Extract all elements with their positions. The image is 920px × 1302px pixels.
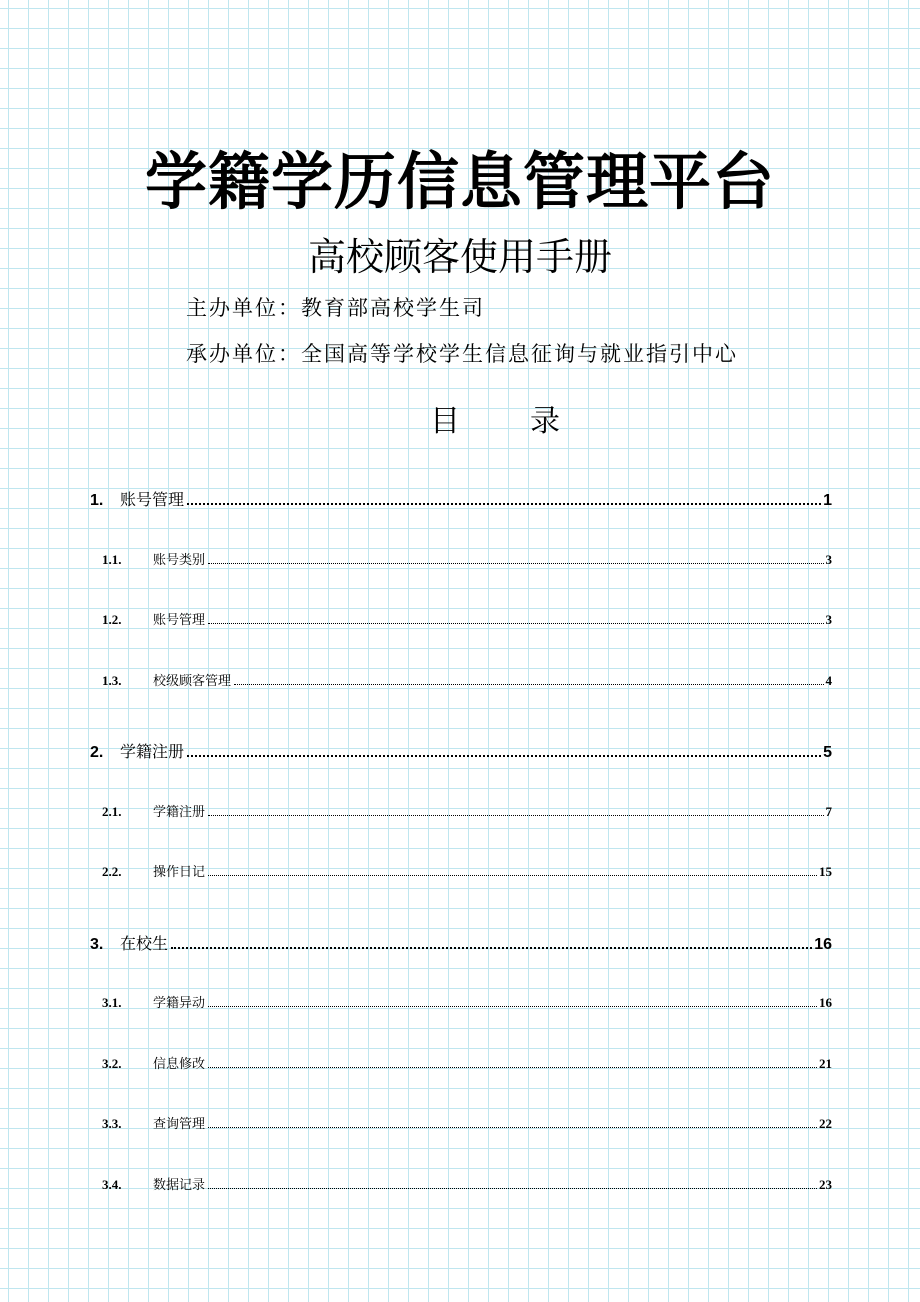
toc-entry-page: 3 — [825, 612, 832, 627]
toc-entry-page: 7 — [825, 804, 832, 819]
toc-entry-number: 3.1. — [102, 995, 122, 1010]
toc-entry-page: 22 — [819, 1116, 832, 1131]
toc-entry-page: 15 — [819, 864, 832, 879]
toc-entry[interactable] — [102, 992, 832, 1011]
toc-entry-label: 校级顾客管理 — [153, 674, 232, 689]
toc-dot-leader — [208, 1127, 817, 1128]
toc-dot-leader — [208, 623, 823, 624]
toc-entry-label: 学籍注册 — [120, 742, 185, 761]
toc-entry-label: 账号类别 — [153, 553, 206, 568]
toc-dot-leader — [234, 684, 823, 685]
toc-entry-page: 4 — [825, 673, 832, 688]
toc-dot-leader — [208, 875, 817, 876]
toc-heading — [430, 396, 560, 440]
toc-entry-number: 2. — [90, 744, 104, 761]
toc-entry-label: 查询管理 — [153, 1117, 206, 1132]
toc-entry-label: 信息修改 — [153, 1057, 206, 1072]
toc-dot-leader — [208, 1067, 817, 1068]
toc-entry[interactable] — [102, 861, 832, 880]
toc-dot-leader — [187, 755, 821, 757]
toc-entry[interactable] — [102, 670, 832, 689]
toc-entry[interactable] — [102, 1174, 832, 1193]
toc-heading-char-1: 目 — [430, 404, 460, 439]
toc-entry[interactable] — [102, 609, 832, 628]
toc-entry-number: 3.4. — [102, 1177, 122, 1192]
document-subtitle: 高校顾客使用手册 — [307, 235, 612, 279]
toc-entry-number: 1.3. — [102, 673, 122, 688]
toc-entry-label: 数据记录 — [153, 1178, 206, 1193]
toc-entry[interactable] — [90, 931, 832, 954]
toc-entry-label: 账号管理 — [120, 490, 185, 509]
toc-entry[interactable] — [102, 1053, 832, 1072]
toc-entry-number: 2.2. — [102, 864, 122, 879]
host-line: 承办单位：全国高等学校学生信息征询与就业指引中心 — [186, 342, 738, 366]
toc-entry[interactable] — [90, 487, 832, 510]
toc-entry-page: 23 — [819, 1177, 832, 1192]
toc-entry-number: 1. — [90, 492, 104, 509]
toc-entry-number: 1.2. — [102, 612, 122, 627]
document-title: 学籍学历信息管理平台 — [144, 145, 775, 218]
toc-entry-page: 16 — [814, 936, 832, 953]
toc-entry-number: 3. — [90, 936, 104, 953]
toc-heading-char-2: 录 — [530, 404, 560, 439]
toc-entry-number: 2.1. — [102, 804, 122, 819]
toc-entry-page: 16 — [819, 995, 832, 1010]
toc-entry-number: 3.3. — [102, 1116, 122, 1131]
toc-entry[interactable] — [90, 739, 832, 762]
toc-entry[interactable] — [102, 549, 832, 568]
sponsor-line: 主办单位：教育部高校学生司 — [186, 296, 485, 320]
toc-entry-page: 1 — [823, 492, 832, 509]
toc-dot-leader — [208, 815, 823, 816]
toc-entry[interactable] — [102, 801, 832, 820]
toc-entry[interactable] — [102, 1113, 832, 1132]
toc-entry-page: 3 — [825, 552, 832, 567]
toc-entry-number: 3.2. — [102, 1056, 122, 1071]
toc-entry-label: 学籍注册 — [153, 805, 206, 820]
toc-entry-label: 账号管理 — [153, 613, 206, 628]
toc-entry-label: 学籍异动 — [153, 996, 206, 1011]
toc-entry-page: 5 — [823, 744, 832, 761]
toc-entry-number: 1.1. — [102, 552, 122, 567]
toc-entry-page: 21 — [819, 1056, 832, 1071]
toc-entry-label: 操作日记 — [153, 865, 206, 880]
toc-dot-leader — [208, 563, 823, 564]
toc-dot-leader — [208, 1006, 817, 1007]
toc-dot-leader — [208, 1188, 817, 1189]
toc-entry-label: 在校生 — [120, 934, 169, 953]
toc-dot-leader — [171, 947, 812, 949]
toc-dot-leader — [187, 503, 821, 505]
